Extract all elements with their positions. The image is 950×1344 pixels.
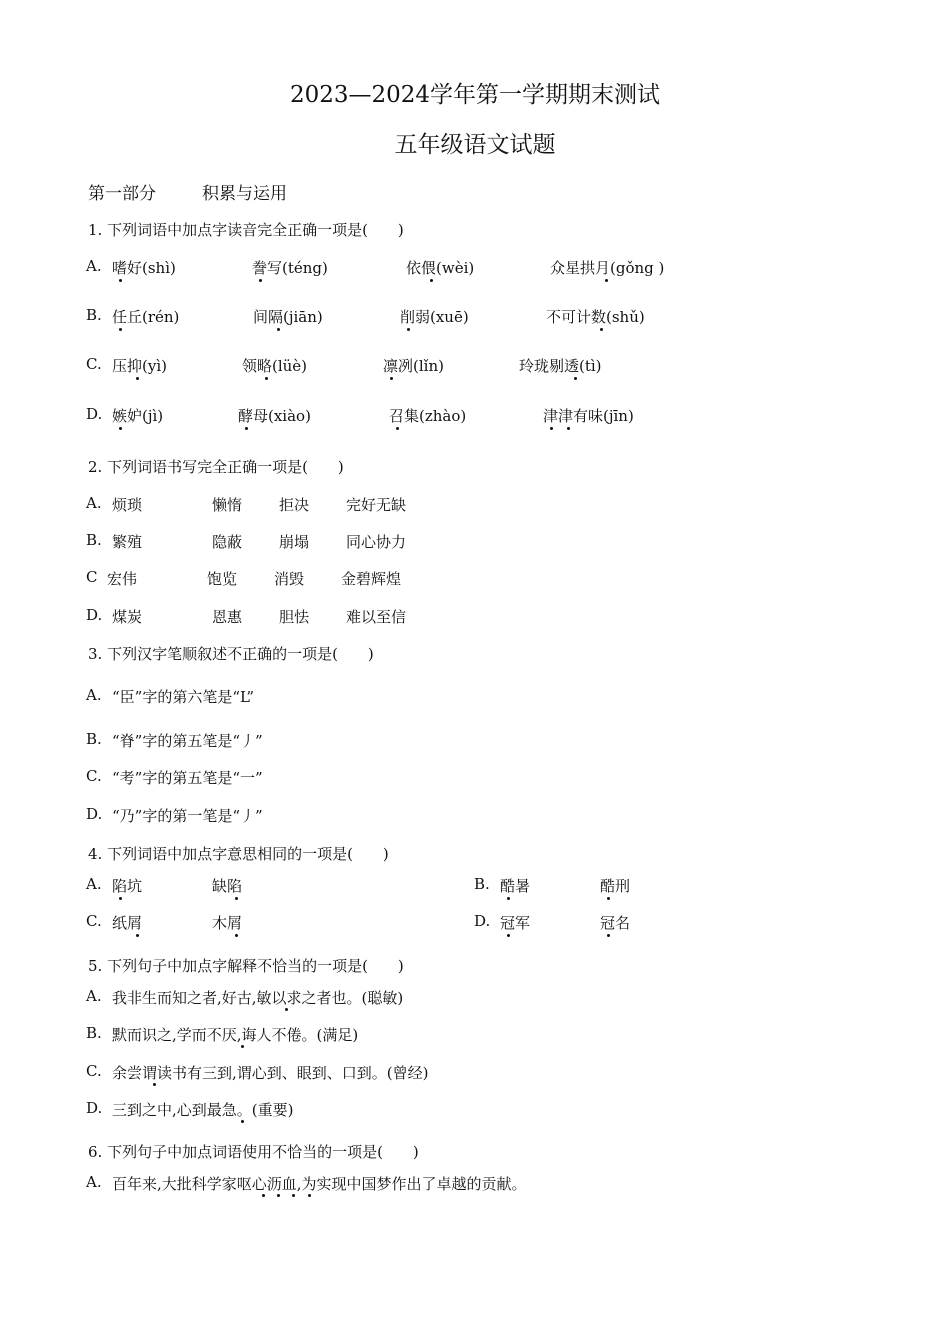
q2-option-b-label: B. xyxy=(86,531,102,549)
q2-option-c-word-2: 饱览 xyxy=(207,570,238,588)
q4-option-a-word-1: 陷坑 xyxy=(112,877,143,895)
emphasis-dot xyxy=(153,1083,156,1086)
q2-option-b-word-2: 隐蔽 xyxy=(212,533,243,551)
q2-option-b-word-3: 崩塌 xyxy=(279,533,310,551)
question-3-stem: 3. 下列汉字笔顺叙述不正确的一项是( ) xyxy=(88,645,374,663)
emphasis-dot xyxy=(235,934,238,937)
q1-option-a-word-1: 嗜好(shì) xyxy=(112,259,176,277)
q1-option-d-word-1: 嫉妒(jì) xyxy=(112,407,164,425)
q1-option-c-word-1: 压抑(yì) xyxy=(112,357,167,375)
q2-option-a-word-4: 完好无缺 xyxy=(346,496,407,514)
q1-option-d-word-2: 酵母(xiào) xyxy=(238,407,311,425)
q4-option-c-word-1: 纸屑 xyxy=(112,914,143,932)
emphasis-dot xyxy=(390,377,393,380)
q2-option-a-word-1: 烦琐 xyxy=(112,496,143,514)
emphasis-dot xyxy=(430,279,433,282)
q3-option-c-text: “考”字的第五笔是“一” xyxy=(112,769,263,787)
emphasis-dot xyxy=(407,328,410,331)
q1-option-a-label: A. xyxy=(86,257,102,275)
emphasis-dot xyxy=(567,427,570,430)
q2-option-d-word-4: 难以至信 xyxy=(346,608,407,626)
q5-option-b-label: B. xyxy=(86,1024,102,1042)
q2-option-d-word-2: 恩惠 xyxy=(212,608,243,626)
q1-option-b-word-2: 间隔(jiān) xyxy=(253,308,323,326)
q3-option-a-text: “臣”字的第六笔是“L” xyxy=(112,688,255,706)
emphasis-dot xyxy=(136,934,139,937)
emphasis-dot xyxy=(235,897,238,900)
q3-option-d-text: “乃”字的第一笔是“丿” xyxy=(112,807,263,825)
q2-option-d-word-1: 煤炭 xyxy=(112,608,143,626)
q4-option-d-word-2: 冠名 xyxy=(600,914,631,932)
q1-option-c-label: C. xyxy=(86,355,102,373)
q5-option-c-label: C. xyxy=(86,1062,102,1080)
emphasis-dot xyxy=(574,377,577,380)
q2-option-b-word-4: 同心协力 xyxy=(346,533,407,551)
emphasis-dot xyxy=(607,934,610,937)
emphasis-dot xyxy=(396,427,399,430)
emphasis-dot xyxy=(292,1194,295,1197)
q5-option-a-text: 我非生而知之者,好古,敏以求之者也。(聪敏) xyxy=(112,989,404,1007)
emphasis-dot xyxy=(136,377,139,380)
emphasis-dot xyxy=(277,1194,280,1197)
q6-option-a-text: 百年来,大批科学家呕心沥血,为实现中国梦作出了卓越的贡献。 xyxy=(112,1175,527,1193)
q2-option-a-word-2: 懒惰 xyxy=(212,496,243,514)
q3-option-c-label: C. xyxy=(86,767,102,785)
q2-option-a-label: A. xyxy=(86,494,102,512)
emphasis-dot xyxy=(550,427,553,430)
q2-option-c-label: C xyxy=(86,568,98,586)
emphasis-dot xyxy=(119,427,122,430)
q1-option-b-label: B. xyxy=(86,306,102,324)
q2-option-c-word-1: 宏伟 xyxy=(107,570,138,588)
emphasis-dot xyxy=(277,328,280,331)
emphasis-dot xyxy=(259,279,262,282)
q4-option-c-word-2: 木屑 xyxy=(212,914,243,932)
emphasis-dot xyxy=(262,1194,265,1197)
emphasis-dot xyxy=(245,427,248,430)
q5-option-a-label: A. xyxy=(86,987,102,1005)
emphasis-dot xyxy=(119,897,122,900)
q6-option-a-label: A. xyxy=(86,1173,102,1191)
q1-option-a-word-4: 众星拱月(gǒng ) xyxy=(550,259,665,277)
question-2-stem: 2. 下列词语书写完全正确一项是( ) xyxy=(88,458,344,476)
q4-option-d-word-1: 冠军 xyxy=(500,914,531,932)
question-5-stem: 5. 下列句子中加点字解释不恰当的一项是( ) xyxy=(88,957,404,975)
q4-option-c-label: C. xyxy=(86,912,102,930)
q3-option-b-label: B. xyxy=(86,730,102,748)
q2-option-d-label: D. xyxy=(86,606,103,624)
q1-option-b-word-4: 不可计数(shǔ) xyxy=(546,308,645,326)
q1-option-c-word-3: 凛冽(lǐn) xyxy=(383,357,444,375)
emphasis-dot xyxy=(600,328,603,331)
q1-option-d-word-4: 津津有味(jīn) xyxy=(543,407,634,425)
question-1-stem: 1. 下列词语中加点字读音完全正确一项是( ) xyxy=(88,221,404,239)
q4-option-a-label: A. xyxy=(86,875,102,893)
emphasis-dot xyxy=(507,934,510,937)
emphasis-dot xyxy=(507,897,510,900)
emphasis-dot xyxy=(605,279,608,282)
emphasis-dot xyxy=(285,1008,288,1011)
q3-option-d-label: D. xyxy=(86,805,103,823)
q1-option-c-word-4: 玲珑剔透(tì) xyxy=(519,357,602,375)
q2-option-a-word-3: 拒决 xyxy=(279,496,310,514)
q1-option-b-word-1: 任丘(rén) xyxy=(112,308,180,326)
q4-option-b-word-1: 酷暑 xyxy=(500,877,531,895)
emphasis-dot xyxy=(607,897,610,900)
q4-option-a-word-2: 缺陷 xyxy=(212,877,243,895)
emphasis-dot xyxy=(119,279,122,282)
q1-option-b-word-3: 削弱(xuē) xyxy=(400,308,469,326)
section-name: 积累与运用 xyxy=(202,184,287,204)
section-part: 第一部分 xyxy=(88,184,156,204)
q5-option-c-text: 余尝谓读书有三到,谓心到、眼到、口到。(曾经) xyxy=(112,1064,429,1082)
q1-option-d-word-3: 召集(zhào) xyxy=(389,407,467,425)
q2-option-d-word-3: 胆怯 xyxy=(279,608,310,626)
q1-option-d-label: D. xyxy=(86,405,103,423)
exam-title: 2023—2024学年第一学期期末测试 xyxy=(289,82,661,108)
emphasis-dot xyxy=(265,377,268,380)
q5-option-d-label: D. xyxy=(86,1099,103,1117)
emphasis-dot xyxy=(119,328,122,331)
question-4-stem: 4. 下列词语中加点字意思相同的一项是( ) xyxy=(88,845,389,863)
q2-option-c-word-3: 消毁 xyxy=(274,570,305,588)
q1-option-a-word-3: 依偎(wèi) xyxy=(406,259,475,277)
emphasis-dot xyxy=(241,1045,244,1048)
q3-option-a-label: A. xyxy=(86,686,102,704)
q2-option-b-word-1: 繁殖 xyxy=(112,533,143,551)
q1-option-a-word-2: 誊写(téng) xyxy=(252,259,328,277)
q4-option-b-word-2: 酷刑 xyxy=(600,877,631,895)
q5-option-d-text: 三到之中,心到最急。(重要) xyxy=(112,1101,294,1119)
emphasis-dot xyxy=(308,1194,311,1197)
q2-option-c-word-4: 金碧辉煌 xyxy=(341,570,402,588)
q5-option-b-text: 默而识之,学而不厌,诲人不倦。(满足) xyxy=(112,1026,359,1044)
q3-option-b-text: “脊”字的第五笔是“丿” xyxy=(112,732,263,750)
exam-subtitle: 五年级语文试题 xyxy=(394,132,556,158)
emphasis-dot xyxy=(241,1120,244,1123)
question-6-stem: 6. 下列句子中加点词语使用不恰当的一项是( ) xyxy=(88,1143,419,1161)
q4-option-b-label: B. xyxy=(474,875,490,893)
q4-option-d-label: D. xyxy=(474,912,491,930)
q1-option-c-word-2: 领略(lüè) xyxy=(242,357,308,375)
